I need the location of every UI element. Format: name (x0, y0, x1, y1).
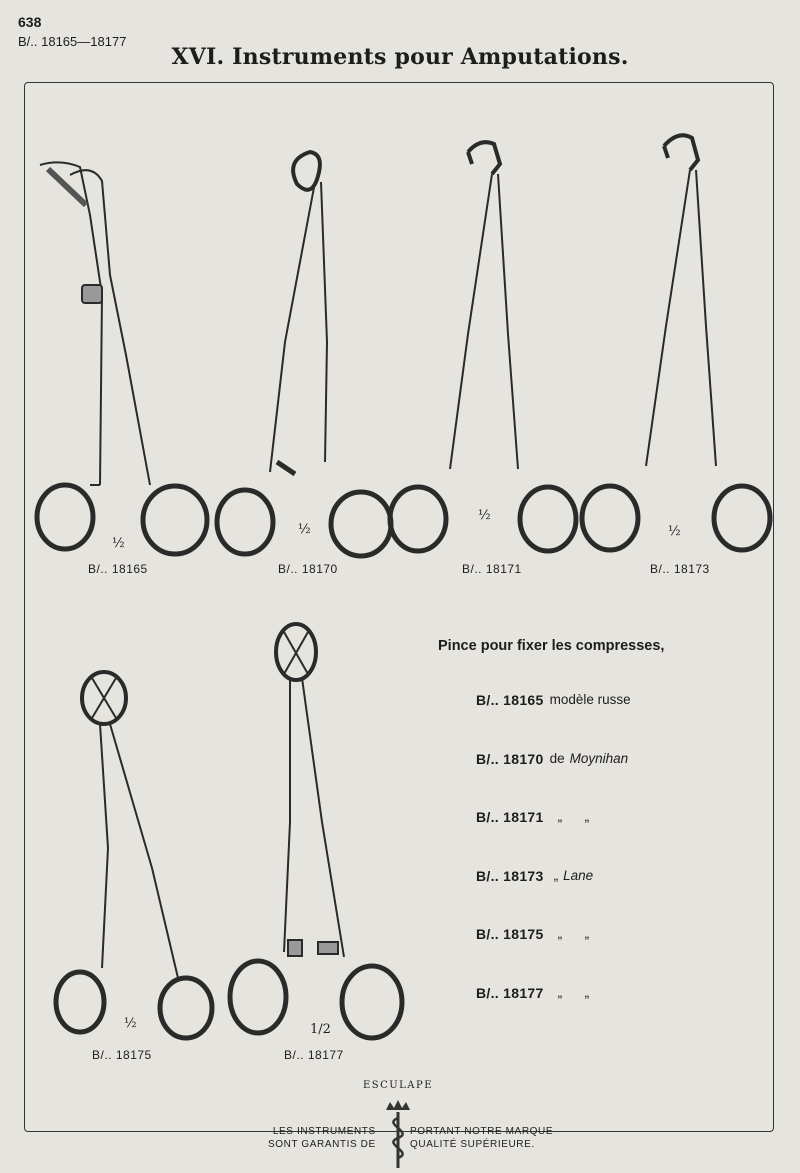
forceps-illustration-18175 (52, 668, 222, 1048)
forceps-illustration-18170 (215, 142, 395, 562)
footer-left-line: SONT GARANTIS DE (268, 1139, 376, 1150)
forceps-illustration-18171 (388, 134, 588, 564)
forceps-illustration-18165 (30, 155, 220, 565)
page-range: B/.. 18165—18177 (18, 34, 127, 49)
list-item (476, 751, 631, 810)
page-title: XVI. Instruments pour Amputations. (171, 44, 629, 70)
list-item (476, 692, 631, 751)
instrument-ref-label: B/.. 18175 (92, 1048, 152, 1062)
scale-label: 1/2 (310, 1022, 331, 1037)
list-item-desc: de (549, 750, 565, 766)
caption-title: Pince pour fixer les compresses, (438, 638, 665, 654)
list-item-ref: B/.. 18170 (476, 750, 544, 767)
brand-word: ESCULAPE (362, 1080, 434, 1091)
footer-left-line: LES INSTRUMENTS (272, 1126, 376, 1137)
list-item (476, 809, 631, 868)
scale-label: ½ (124, 1016, 137, 1031)
list-item-name: Moynihan (569, 750, 629, 766)
footer-right-line: QUALITÉ SUPÉRIEURE. (410, 1139, 535, 1150)
forceps-illustration-18173 (580, 126, 780, 566)
scale-label: ½ (668, 524, 681, 539)
list-item-ref: B/.. 18165 (476, 692, 544, 708)
list-item (476, 868, 631, 927)
footer-rule-left (28, 1131, 256, 1132)
instrument-ref-label: B/.. 18170 (278, 562, 338, 576)
list-item-ref: B/.. 18177 (476, 984, 544, 1001)
list-item-ref: B/.. 18171 (476, 809, 544, 825)
esculape-brand-mark (338, 1080, 458, 1172)
caption-list (476, 692, 631, 1043)
instrument-ref-label: B/.. 18165 (88, 562, 148, 576)
list-item-desc: „ „ (557, 809, 590, 824)
list-item-desc: modèle russe (549, 692, 631, 707)
list-item-ref: B/.. 18175 (476, 926, 544, 942)
list-item (476, 926, 631, 985)
list-item-desc: „ (553, 867, 559, 883)
caduceus-crown-icon (338, 1080, 458, 1172)
list-item-desc: „ „ (557, 926, 590, 941)
scale-label: ½ (478, 508, 491, 523)
forceps-illustration-18177 (226, 622, 416, 1052)
instrument-ref-label: B/.. 18173 (650, 562, 710, 576)
list-item-ref: B/.. 18173 (476, 867, 544, 884)
list-item-name: Lane (563, 867, 594, 883)
scale-label: ½ (298, 522, 311, 537)
list-item-desc: „ „ (557, 984, 590, 1000)
footer-rule-right (560, 1131, 770, 1132)
scale-label: ½ (112, 536, 125, 551)
page-number: 638 (18, 14, 42, 30)
footer-right-line: PORTANT NOTRE MARQUE (410, 1126, 554, 1137)
instrument-ref-label: B/.. 18171 (462, 562, 522, 576)
instrument-ref-label: B/.. 18177 (284, 1048, 344, 1062)
list-item (476, 985, 631, 1044)
